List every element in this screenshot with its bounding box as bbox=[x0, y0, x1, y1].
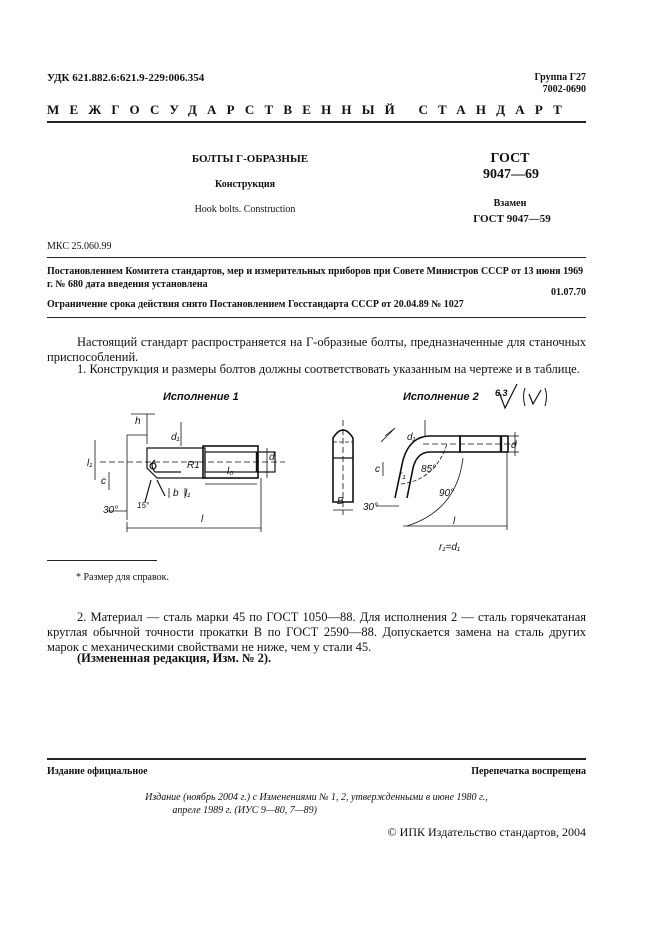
variant1-label: Исполнение 1 bbox=[163, 391, 239, 403]
reprint-prohibited: Перепечатка воспрещена bbox=[471, 766, 586, 777]
gost-number: 9047—69 bbox=[483, 167, 539, 182]
dim-c-v2: c bbox=[375, 464, 380, 475]
footer-rule bbox=[47, 758, 586, 760]
decree-rule bbox=[47, 317, 586, 318]
variant1-bolt bbox=[95, 414, 285, 532]
doc-title: БОЛТЫ Г-ОБРАЗНЫЕ bbox=[191, 153, 309, 165]
dim-d: d bbox=[269, 452, 275, 463]
decree-date: 01.07.70 bbox=[551, 287, 586, 298]
dim-c: c bbox=[101, 476, 106, 487]
mks-rule bbox=[47, 257, 586, 258]
doc-title-en: Hook bolts. Construction bbox=[194, 204, 296, 215]
classification-code: 7002-0690 bbox=[542, 84, 586, 95]
dim-l-v2: l bbox=[453, 516, 456, 527]
dim-b: b bbox=[173, 488, 179, 499]
footnote-rule bbox=[47, 560, 157, 561]
clause-2-material: 2. Материал — сталь марки 45 по ГОСТ 1050—88. Для исполнения 2 — сталь горячекатаная круглая обычной точности прокатки В по ГОСТ 2590—88. Допускается замена на сталь других марок с механическими свойствами не ниже, чем у стали 45. bbox=[47, 610, 586, 654]
doc-subtitle: Конструкция bbox=[214, 179, 276, 190]
replace-label: Взамен bbox=[493, 198, 527, 209]
dim-l1-left: l₁ bbox=[87, 458, 93, 469]
dim-l1: l₁ bbox=[185, 488, 191, 499]
angle-30-v1: 30° bbox=[103, 505, 119, 516]
technical-drawing bbox=[85, 380, 585, 560]
header-rule bbox=[47, 121, 586, 123]
dim-R1: R1 bbox=[187, 460, 200, 471]
udk-code: УДК 621.882.6:621.9-229:006.354 bbox=[47, 72, 205, 84]
decree-text: Постановлением Комитета стандартов, мер и измерительных приборов при Совете Министров СССР от 13 июня 1969 г. № 680 дата введения установлена bbox=[47, 266, 584, 290]
dim-r1-eq: r₁=d₁ bbox=[439, 542, 461, 553]
limitation-text: Ограничение срока действия снято Постановлением Госстандарта СССР от 20.04.89 № 1027 bbox=[47, 299, 464, 310]
dim-l0: l₀ bbox=[227, 466, 234, 477]
footnote: * Размер для справок. bbox=[76, 572, 169, 583]
roughness-value: 6,3 bbox=[495, 388, 508, 398]
dim-h: h bbox=[135, 416, 141, 427]
dim-d-v2: d bbox=[511, 440, 517, 451]
angle-30-v2: 30° bbox=[363, 502, 379, 513]
angle-15: 15° bbox=[137, 501, 150, 510]
edition-line-1: Издание (ноябрь 2004 г.) с Изменениями № 1, 2, утвержденными в июне 1980 г., bbox=[145, 792, 488, 803]
revision-note: (Измененная редакция, Изм. № 2). bbox=[77, 651, 272, 665]
clause-1: 1. Конструкция и размеры болтов должны соответствовать указанным на чертеже и в таблице. bbox=[77, 362, 580, 376]
replace-value: ГОСТ 9047—59 bbox=[473, 213, 551, 225]
group-label: Группа Г27 bbox=[534, 72, 586, 83]
edition-line-2: апреле 1989 г. (ИУС 9—80, 7—89) bbox=[172, 805, 317, 816]
dim-B: B bbox=[337, 496, 344, 507]
gost-label: ГОСТ bbox=[490, 151, 530, 166]
mks-code: МКС 25.060.99 bbox=[47, 241, 112, 252]
intro-paragraph: Настоящий стандарт распространяется на Г-образные болты, предназначенные для станочных приспособлений. bbox=[47, 335, 586, 364]
dim-l: l bbox=[201, 514, 204, 525]
variant2-label: Исполнение 2 bbox=[403, 391, 479, 403]
dim-r1: r₁ bbox=[399, 470, 406, 481]
variant2-bolt bbox=[376, 420, 519, 530]
dim-d1-v2: d₁ bbox=[407, 432, 416, 443]
angle-90: 90° bbox=[439, 488, 455, 499]
official-edition: Издание официальное bbox=[47, 766, 148, 777]
standard-type: МЕЖГОСУДАРСТВЕННЫЙ СТАНДАРТ bbox=[47, 102, 573, 117]
dim-d1: d₁ bbox=[171, 432, 180, 443]
angle-85: 85° bbox=[421, 464, 437, 475]
copyright: © ИПК Издательство стандартов, 2004 bbox=[387, 825, 586, 839]
